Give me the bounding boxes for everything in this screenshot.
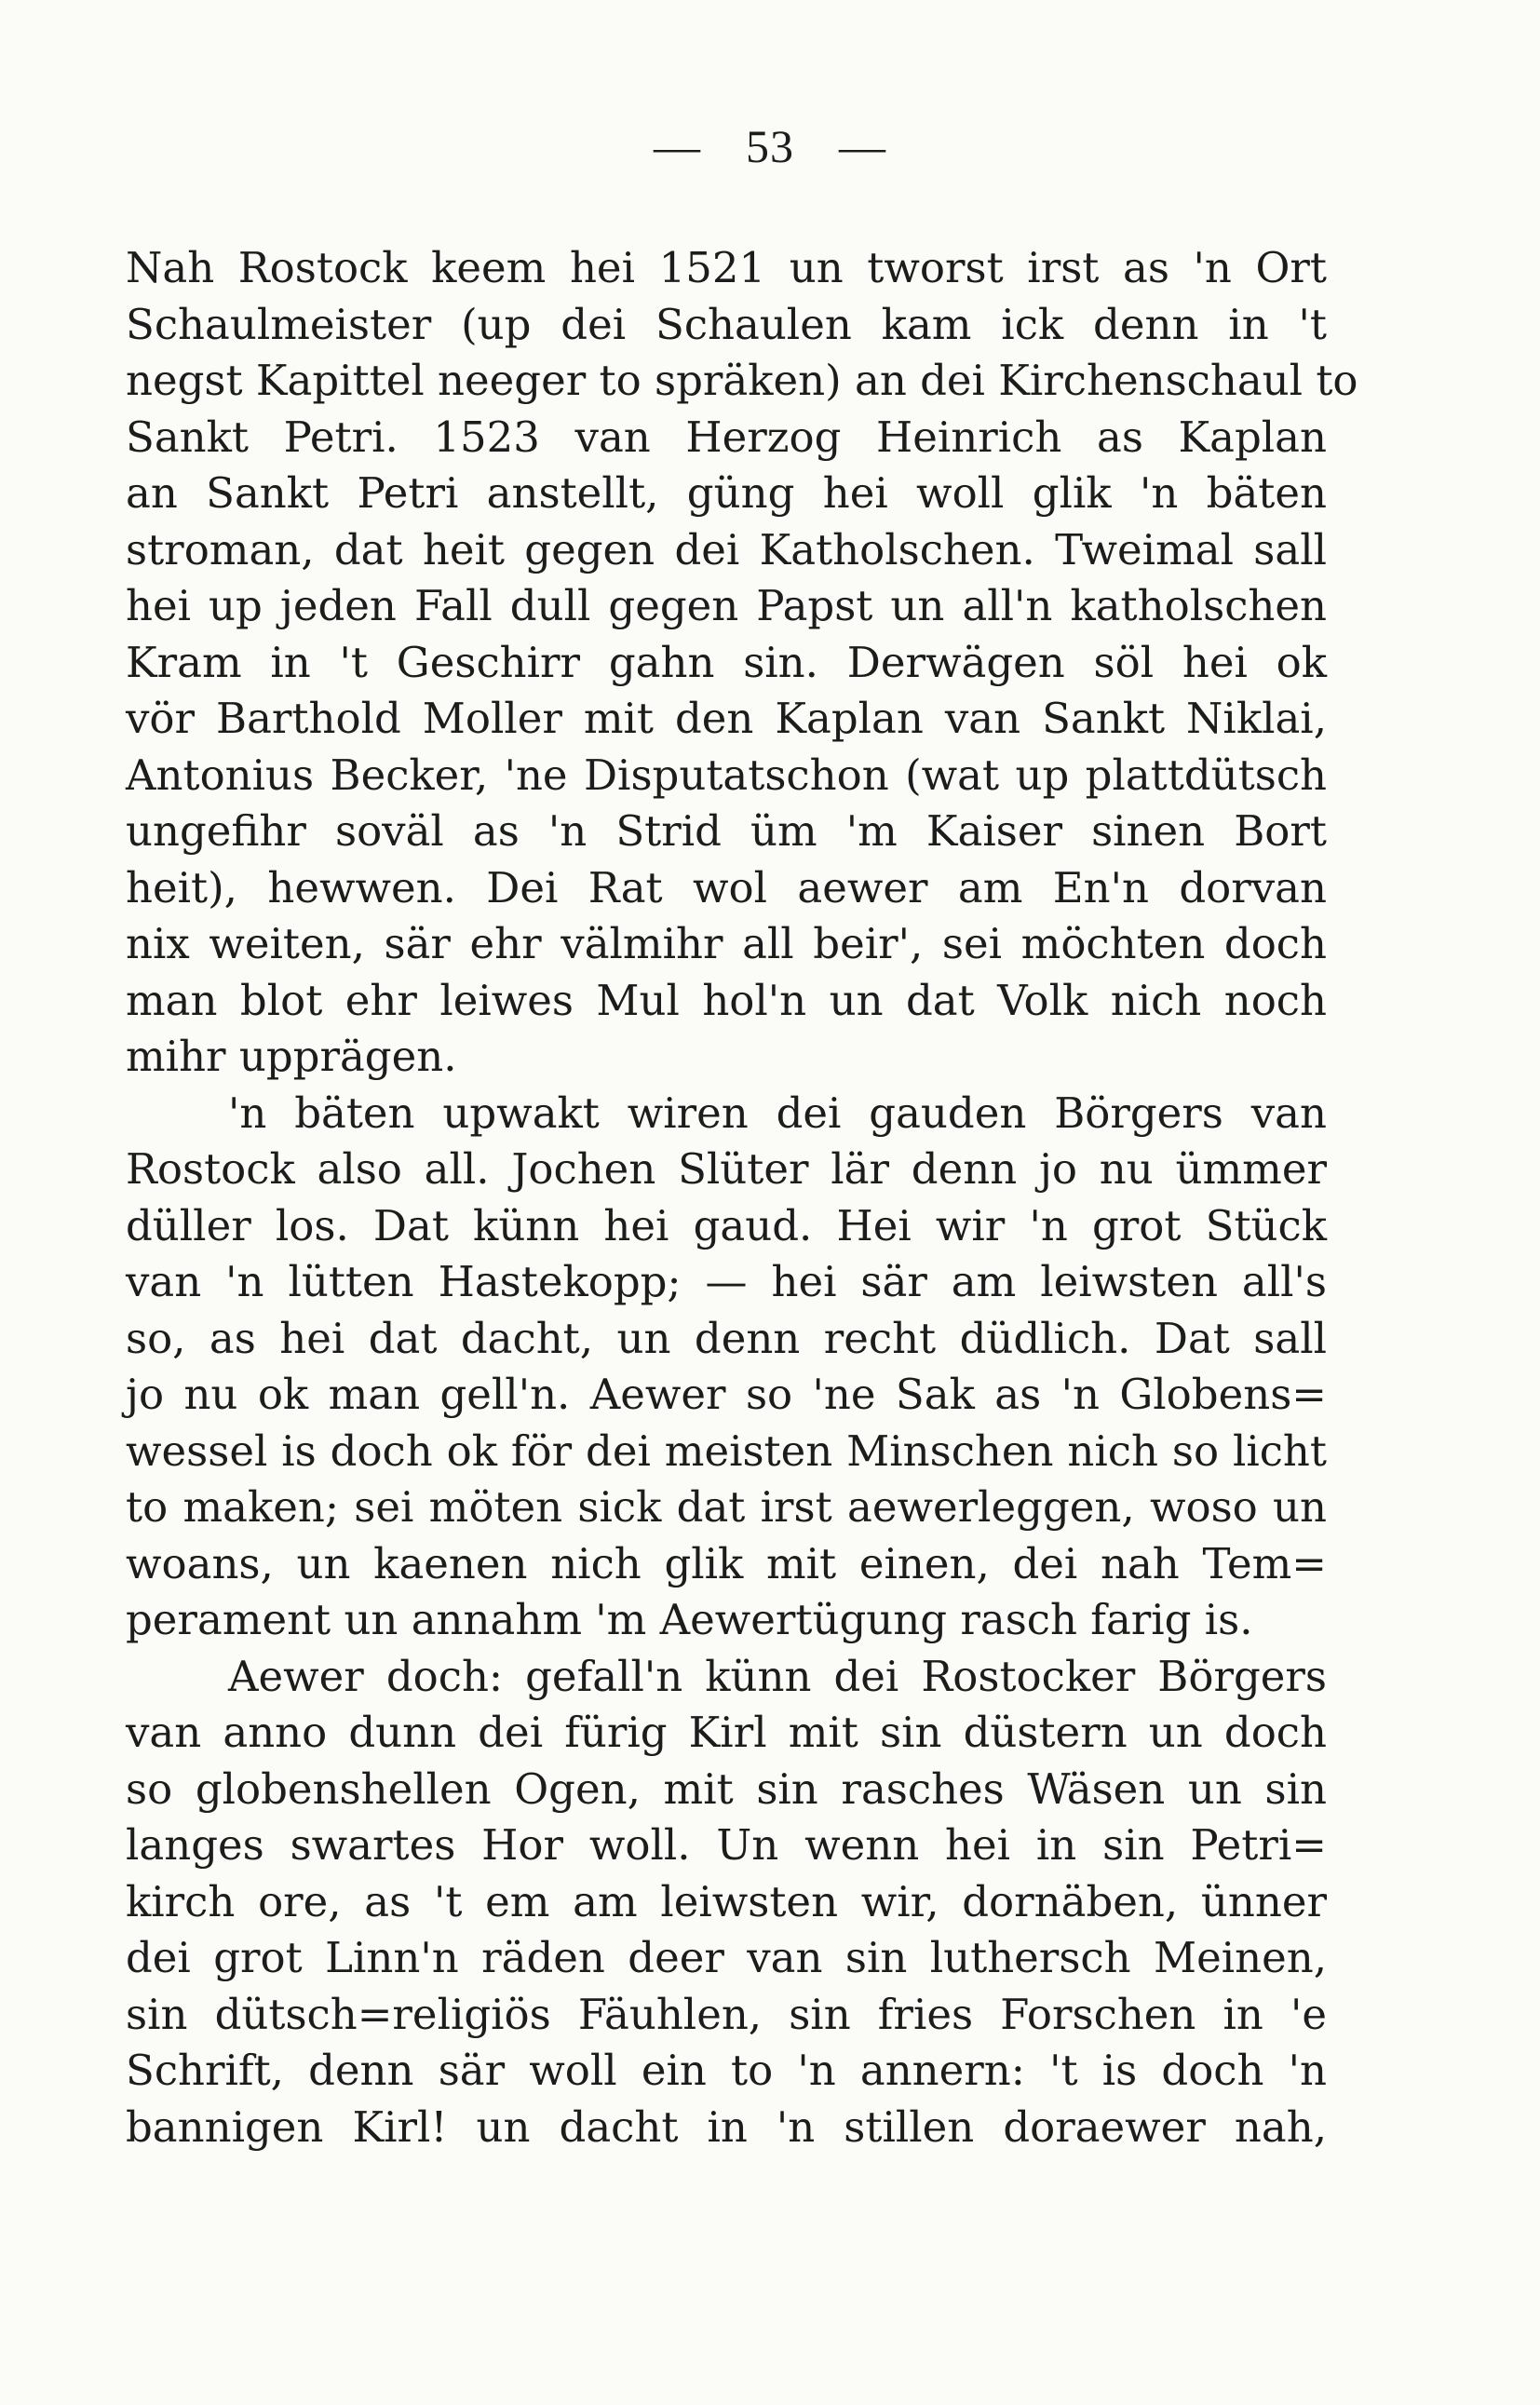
text-line: van anno dunn dei fürig Kirl mit sin düstern un doch xyxy=(126,1708,1327,1757)
text-line: sin dütsch=religiös Fäuhlen, sin fries Forschen in 'e xyxy=(126,1989,1327,2039)
text-line: an Sankt Petri anstellt, güng hei woll glik 'n bäten xyxy=(126,468,1327,518)
body-text xyxy=(126,240,1358,2155)
text-line: kirch ore, as 't em am leiwsten wir, dornäben, ünner xyxy=(126,1876,1327,1926)
header-left-dash: — xyxy=(654,120,701,172)
text-line: düller los. Dat künn hei gaud. Hei wir 'n grot Stück xyxy=(126,1200,1327,1250)
text-line: Kram in 't Geschirr gahn sin. Derwägen söl hei ok xyxy=(126,637,1327,687)
text-line: stroman, dat heit gegen dei Katholschen. Tweimal sall xyxy=(126,524,1327,574)
text-line: so globenshellen Ogen, mit sin rasches Wäsen un sin xyxy=(126,1763,1327,1814)
text-line: ungefihr soväl as 'n Strid üm 'm Kaiser sinen Bort xyxy=(126,806,1327,856)
text-line: jo nu ok man gell'n. Aewer so 'ne Sak as 'n Globens= xyxy=(126,1370,1327,1419)
page-number: 53 xyxy=(746,120,794,172)
text-line: heit), hewwen. Dei Rat wol aewer am En'n dorvan xyxy=(126,862,1327,912)
header-right-dash: — xyxy=(839,120,886,172)
text-line: Rostock also all. Jochen Slüter lär denn jo nu ümmer xyxy=(126,1144,1327,1194)
text-line: Sankt Petri. 1523 van Herzog Heinrich as Kaplan xyxy=(126,412,1327,462)
text-line: Antonius Becker, 'ne Disputatschon (wat up plattdütsch xyxy=(126,750,1327,800)
text-line: dei grot Linn'n räden deer van sin luthersch Meinen, xyxy=(126,1933,1327,1982)
paragraph-end-line: perament un annahm 'm Aewertügung rasch farig is. xyxy=(126,1595,1253,1644)
text-line: Schaulmeister (up dei Schaulen kam ick denn in 't xyxy=(126,299,1327,349)
text-line: woans, un kaenen nich glik mit einen, dei nah Tem= xyxy=(126,1538,1327,1588)
text-line: to maken; sei möten sick dat irst aewerleggen, woso un xyxy=(126,1482,1327,1532)
paragraph-end-line: mihr upprägen. xyxy=(126,1032,457,1081)
paragraph-first-line: 'n bäten upwakt wiren dei gauden Börgers van xyxy=(228,1088,1327,1138)
text-line: bannigen Kirl! un dacht in 'n stillen doraewer nah, xyxy=(126,2101,1327,2152)
text-line: negst Kapittel neeger to spräken) an dei Kirchenschaul to xyxy=(126,356,1358,405)
text-line: Nah Rostock keem hei 1521 un tworst irst as 'n Ort xyxy=(126,243,1327,292)
text-line: wessel is doch ok för dei meisten Minschen nich so licht xyxy=(126,1425,1327,1476)
text-line: man blot ehr leiwes Mul hol'n un dat Volk nich noch xyxy=(126,975,1327,1025)
text-line: Schrift, denn sär woll ein to 'n annern: 't is doch 'n xyxy=(126,2046,1327,2095)
text-line: so, as hei dat dacht, un denn recht düdlich. Dat sall xyxy=(126,1313,1327,1363)
page-header xyxy=(0,119,1540,173)
text-line: van 'n lütten Hastekopp; — hei sär am leiwsten all's xyxy=(126,1257,1327,1306)
text-line: nix weiten, sär ehr välmihr all beir', sei möchten doch xyxy=(126,919,1327,968)
text-line: vör Barthold Moller mit den Kaplan van Sankt Niklai, xyxy=(126,694,1327,743)
text-line: langes swartes Hor woll. Un wenn hei in sin Petri= xyxy=(126,1820,1327,1870)
text-line: hei up jeden Fall dull gegen Papst un all'n katholschen xyxy=(126,581,1327,630)
paragraph-first-line: Aewer doch: gefall'n künn dei Rostocker Börgers xyxy=(228,1651,1327,1701)
